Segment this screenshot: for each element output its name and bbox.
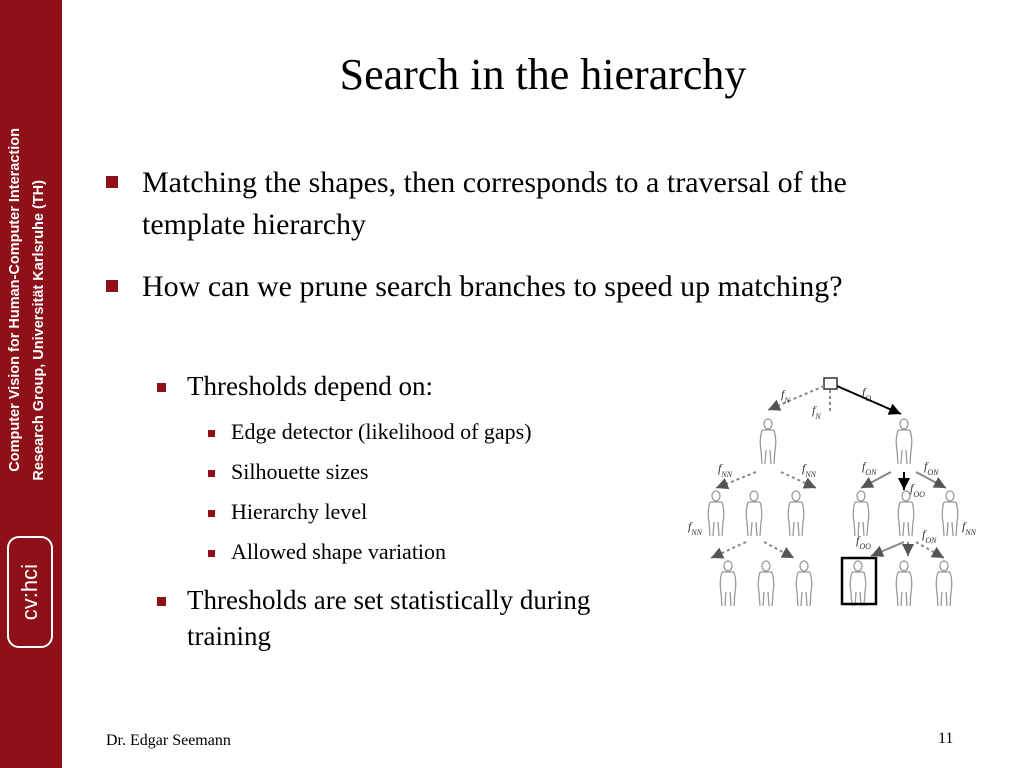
bullet-square-icon bbox=[157, 597, 166, 606]
bullet-prune: How can we prune search branches to speed up matching? bbox=[142, 270, 843, 303]
silhouette-node bbox=[760, 419, 776, 464]
edge-label-fON: $f_{ON}$ bbox=[862, 459, 877, 477]
root-node bbox=[824, 378, 837, 389]
edge-label-fN: $f_N$ bbox=[781, 387, 790, 405]
bullet-square-icon bbox=[106, 280, 118, 292]
edge-label-fON: $f_{ON}$ bbox=[924, 459, 939, 477]
edge-label-fON: $f_{ON}$ bbox=[922, 527, 937, 545]
bullet-edge-detector: Edge detector (likelihood of gaps) bbox=[231, 419, 532, 444]
page-number: 11 bbox=[938, 730, 954, 747]
bullet-thresholds-set: Thresholds are set statistically during training bbox=[187, 585, 591, 651]
silhouette-node bbox=[898, 491, 914, 536]
bullet-matching: Matching the shapes, then corresponds to a traversal of the template hierarchy bbox=[142, 166, 847, 241]
silhouette-node bbox=[896, 419, 912, 464]
edge-label-fNN: $f_{NN}$ bbox=[962, 519, 977, 537]
sidebar-university: Research Group, Universität Karlsruhe (TH) bbox=[31, 180, 47, 481]
silhouette-node bbox=[708, 491, 724, 536]
bullet-shape-variation: Allowed shape variation bbox=[231, 539, 447, 564]
silhouette-node bbox=[942, 491, 958, 536]
bullet-silhouette-sizes: Silhouette sizes bbox=[231, 459, 369, 484]
matched-silhouette-box bbox=[842, 558, 876, 604]
bullet-hierarchy-level: Hierarchy level bbox=[231, 499, 368, 524]
edge-label-fN: $f_N$ bbox=[812, 403, 821, 421]
silhouette-node bbox=[896, 561, 912, 606]
bullet-square-icon bbox=[208, 430, 215, 437]
cvhci-logo bbox=[7, 536, 53, 648]
bullet-thresholds-depend: Thresholds depend on: bbox=[187, 371, 433, 401]
sidebar-group-name: Computer Vision for Human-Computer Interaction bbox=[7, 128, 23, 472]
edge-label-fOO: $f_{OO}$ bbox=[856, 533, 871, 551]
sidebar bbox=[0, 0, 62, 768]
silhouette-node bbox=[850, 561, 866, 606]
edge-label-fNN: $f_{NN}$ bbox=[718, 461, 733, 479]
slide-title: Search in the hierarchy bbox=[339, 50, 747, 99]
silhouette-node bbox=[758, 561, 774, 606]
edge-label-fNN: $f_{NN}$ bbox=[688, 519, 703, 537]
edge-label-fO: $f_O$ bbox=[862, 385, 872, 403]
logo-text: cv:hci bbox=[17, 563, 42, 621]
edge-label-fNN: $f_{NN}$ bbox=[802, 461, 817, 479]
silhouette-node bbox=[796, 561, 812, 606]
silhouette-node bbox=[853, 491, 869, 536]
bullet-square-icon bbox=[208, 510, 215, 517]
bullet-square-icon bbox=[106, 176, 118, 188]
bullet-square-icon bbox=[208, 550, 215, 557]
silhouette-node bbox=[788, 491, 804, 536]
silhouette-node bbox=[936, 561, 952, 606]
silhouette-node bbox=[746, 491, 762, 536]
template-hierarchy-diagram bbox=[676, 372, 996, 612]
edge-label-fOO: $f_{OO}$ bbox=[910, 481, 925, 499]
footer-author: Dr. Edgar Seemann bbox=[106, 732, 231, 749]
bullet-square-icon bbox=[157, 383, 166, 392]
bullet-square-icon bbox=[208, 470, 215, 477]
silhouette-node bbox=[720, 561, 736, 606]
